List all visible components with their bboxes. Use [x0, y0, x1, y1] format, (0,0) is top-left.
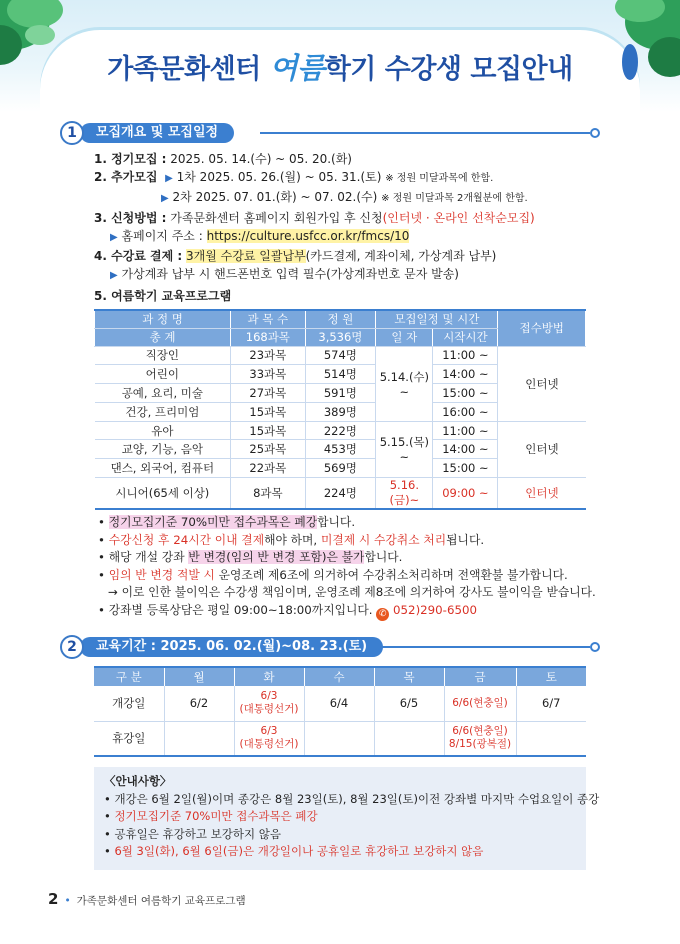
col-capacity: 정 원 [305, 310, 376, 328]
cell-mon: 6/2 [164, 686, 234, 721]
notice-item: • 개강은 6월 2일(월)이며 종강은 8월 23일(토), 8월 23일(토)이전 강좌별 마지막 수업요일이 종강 [104, 791, 600, 806]
notice-box [94, 767, 600, 870]
value: 1차 2025. 05. 26.(월) ~ 05. 31.(토) [176, 170, 382, 185]
course-name: 유아 [95, 421, 231, 440]
table-row-senior [95, 478, 586, 510]
cell-wed: 6/4 [304, 686, 374, 721]
course-count: 15과목 [231, 421, 305, 440]
info-application-method [94, 209, 614, 227]
course-count: 23과목 [231, 346, 305, 365]
highlight: 정기모집기준 70%미만 접수과목은 폐강 [108, 515, 318, 529]
info-regular-recruitment [94, 150, 614, 168]
total-count: 168과목 [231, 328, 305, 346]
col-sat: 토 [516, 667, 586, 686]
bullet-item: • 정기모집기준 70%미만 접수과목은 폐강합니다. [98, 515, 356, 529]
section-title: 교육기간 : 2025. 06. 02.(월)~08. 23.(토) [80, 637, 383, 657]
course-count: 15과목 [231, 402, 305, 421]
recruitment-info [94, 150, 614, 306]
info-payment [94, 247, 614, 265]
label: 4. 수강료 결제 : [94, 249, 183, 264]
text-red: 수강신청 후 24시간 이내 결제 [108, 532, 265, 547]
info-virtual-account [94, 265, 614, 285]
page-header [0, 0, 680, 112]
note: ※ 정원 미달과목에 한함. [385, 173, 494, 185]
note: (대통령선거) [239, 703, 299, 716]
section-period-header [60, 635, 600, 659]
section-line-end-dot [590, 642, 600, 652]
highlight: 3개월 수강료 일괄납부 [186, 249, 306, 264]
start-time: 11:00 ~ [433, 421, 498, 440]
section-recruitment-header [60, 121, 600, 145]
start-time: 15:00 ~ [433, 384, 498, 403]
program-table [94, 309, 586, 510]
section-number: 2 [60, 635, 84, 659]
date: 6/3 [260, 725, 278, 738]
info-program-heading: 5. 여름학기 교육프로그램 [94, 289, 232, 304]
title-prefix: 가족문화센터 [107, 54, 261, 85]
homepage-link[interactable]: https://culture.usfcc.or.kr/fmcs/10 [206, 228, 410, 243]
col-course: 과 정 명 [95, 310, 231, 328]
phone-icon: ✆ [376, 608, 389, 621]
row-label: 개강일 [94, 686, 164, 721]
triangle-right-icon: ▶ [165, 173, 173, 185]
cell-sat: 6/7 [516, 686, 586, 721]
page-footer [48, 890, 246, 908]
notice-bullets [98, 514, 598, 621]
row-label: 휴강일 [94, 721, 164, 756]
cell-mon [164, 721, 234, 756]
cell-thu: 6/5 [374, 686, 444, 721]
start-time: 11:00 ~ [433, 346, 498, 365]
text-red: 정기모집기준 70%미만 접수과목은 폐강 [114, 809, 318, 823]
course-name: 공예, 요리, 미술 [95, 384, 231, 403]
schedule-table [94, 666, 586, 757]
label: 2. 추가모집 [94, 170, 158, 185]
course-capacity: 591명 [305, 384, 376, 403]
date: 8/15(광복절) [448, 738, 512, 751]
page-number: 2 [48, 890, 59, 908]
table-row-open [94, 686, 586, 721]
cell-thu [374, 721, 444, 756]
cell-fri: 6/6(현충일) [444, 686, 516, 721]
triangle-right-icon: ▶ [161, 193, 169, 205]
method: 인터넷 [498, 421, 586, 477]
course-name: 어린이 [95, 365, 231, 384]
bullet-item: • 수강신청 후 24시간 이내 결제해야 하며, 미결제 시 수강취소 처리됩니다. [98, 532, 485, 547]
text: 해야 하며, [264, 532, 318, 547]
table-row [95, 346, 586, 365]
value: 가족문화센터 홈페이지 회원가입 후 신청 [170, 210, 383, 225]
note-red: (인터넷 · 온라인 선착순모집) [382, 210, 535, 225]
footer-text: 가족문화센터 여름학기 교육프로그램 [76, 895, 246, 907]
text: 합니다. [317, 515, 356, 529]
col-count: 과 목 수 [231, 310, 305, 328]
section-number: 1 [60, 121, 84, 145]
table-header-row [95, 310, 586, 328]
title-suffix: 학기 수강생 모집안내 [324, 54, 573, 85]
label: 3. 신청방법 : [94, 210, 167, 225]
label: 1. 정기모집 : [94, 152, 167, 166]
triangle-right-icon: ▶ [110, 231, 118, 243]
bullet-item: • 임의 반 변경 적발 시 운영조례 제6조에 의거하여 수강취소처리하며 전액환불 불가합니다. [98, 567, 568, 582]
col-fri: 금 [444, 667, 516, 686]
course-capacity: 514명 [305, 365, 376, 384]
text: 운영조례 제6조에 의거하여 수강취소처리하며 전액환불 불가합니다. [218, 567, 568, 582]
section-title: 모집개요 및 모집일정 [80, 123, 234, 143]
cell-fri [444, 721, 516, 756]
col-date: 일 자 [376, 328, 433, 346]
value: 2차 2025. 07. 01.(화) ~ 07. 02.(수) [172, 190, 378, 205]
date: 6/3 [260, 690, 278, 703]
col-time: 시작시간 [433, 328, 498, 346]
table-row-holiday [94, 721, 586, 756]
course-count: 27과목 [231, 384, 305, 403]
text-red: 미결제 시 수강취소 처리 [320, 532, 447, 547]
course-name: 교양, 기능, 음악 [95, 440, 231, 459]
method: 인터넷 [498, 478, 586, 510]
text: 됩니다. [446, 532, 485, 547]
recruit-date: 5.16.(금)~ [376, 478, 433, 510]
start-time: 09:00 ~ [433, 478, 498, 510]
section-line [260, 132, 590, 134]
course-count: 8과목 [231, 478, 305, 510]
notice-item: • 공휴일은 휴강하고 보강하지 않음 [104, 826, 281, 841]
text: 해당 개설 강좌 [108, 550, 185, 565]
triangle-right-icon: ▶ [110, 270, 118, 282]
col-tue: 화 [234, 667, 304, 686]
course-name: 댄스, 외국어, 컴퓨터 [95, 459, 231, 478]
course-capacity: 222명 [305, 421, 376, 440]
recruit-date: 5.15.(목) ~ [376, 421, 433, 477]
col-type: 구 분 [94, 667, 164, 686]
course-capacity: 389명 [305, 402, 376, 421]
table-header-row [94, 667, 586, 686]
title-accent: 여름 [269, 51, 325, 85]
notice-title: 〈안내사항〉 [104, 774, 172, 788]
text: 공휴일은 휴강하고 보강하지 않음 [114, 826, 281, 841]
info-additional-recruitment-1 [94, 168, 614, 188]
start-time: 15:00 ~ [433, 459, 498, 478]
total-capacity: 3,536명 [305, 328, 376, 346]
start-time: 14:00 ~ [433, 440, 498, 459]
cell-tue [234, 686, 304, 721]
bullet-item: • 강좌별 등록상담은 평일 09:00~18:00까지입니다. ✆ 052)290-6500 [98, 602, 477, 619]
footer-separator: • [64, 895, 71, 907]
course-capacity: 574명 [305, 346, 376, 365]
bullet-item: • 해당 개설 강좌 반 변경(임의 반 변경 포함)은 불가합니다. [98, 550, 403, 565]
col-wed: 수 [304, 667, 374, 686]
col-schedule: 모집일정 및 시간 [376, 310, 498, 328]
method: 인터넷 [498, 346, 586, 421]
text: 강좌별 등록상담은 평일 09:00~18:00까지입니다. [108, 602, 373, 617]
value: 2025. 05. 14.(수) ~ 05. 20.(화) [170, 152, 352, 166]
section-line-end-dot [590, 128, 600, 138]
highlight: 반 변경(임의 반 변경 포함)은 불가 [188, 550, 365, 565]
page-title [0, 46, 680, 87]
col-method: 접수방법 [498, 310, 586, 346]
start-time: 14:00 ~ [433, 365, 498, 384]
cell-tue [234, 721, 304, 756]
col-thu: 목 [374, 667, 444, 686]
recruit-date: 5.14.(수) ~ [376, 346, 433, 421]
course-name: 직장인 [95, 346, 231, 365]
col-mon: 월 [164, 667, 234, 686]
course-capacity: 224명 [305, 478, 376, 510]
course-capacity: 569명 [305, 459, 376, 478]
start-time: 16:00 ~ [433, 402, 498, 421]
table-row [95, 421, 586, 440]
date: 6/6(현충일) [452, 725, 508, 738]
course-count: 22과목 [231, 459, 305, 478]
course-count: 25과목 [231, 440, 305, 459]
course-name: 건강, 프리미엄 [95, 402, 231, 421]
text-red: 임의 반 변경 적발 시 [108, 567, 215, 582]
course-count: 33과목 [231, 365, 305, 384]
notice-item: • 정기모집기준 70%미만 접수과목은 폐강 [104, 809, 318, 823]
label: 홈페이지 주소 : [121, 228, 203, 243]
text: 합니다. [364, 550, 403, 565]
bullet-subitem: → 이로 인한 불이익은 수강생 책임이며, 운영조례 제8조에 의거하여 강사도 불이익을 받습니다. [108, 585, 596, 600]
info-additional-recruitment-2 [94, 188, 614, 208]
info-homepage [94, 227, 614, 247]
cell-wed [304, 721, 374, 756]
notice-item: • 6월 3일(화), 6월 6일(금)은 개강일이나 공휴일로 휴강하고 보강하지 않음 [104, 844, 484, 858]
text: 개강은 6월 2일(월)이며 종강은 8월 23일(토), 8월 23일(토)이전 강좌별 마지막 수업요일이 종강 [114, 791, 600, 806]
cell-sat [516, 721, 586, 756]
note: (대통령선거) [239, 738, 299, 751]
value: (카드결제, 계좌이체, 가상계좌 납부) [305, 249, 497, 264]
total-label: 총 계 [95, 328, 231, 346]
text-red: 6월 3일(화), 6월 6일(금)은 개강일이나 공휴일로 휴강하고 보강하지 않음 [114, 844, 484, 858]
note: ※ 정원 미달과목 2개월분에 한함. [381, 193, 528, 205]
course-capacity: 453명 [305, 440, 376, 459]
phone-number[interactable]: 052)290-6500 [393, 602, 477, 617]
section-line [360, 646, 590, 648]
course-name: 시니어(65세 이상) [95, 478, 231, 510]
value: 가상계좌 납부 시 핸드폰번호 입력 필수(가상계좌번호 문자 발송) [121, 267, 459, 282]
